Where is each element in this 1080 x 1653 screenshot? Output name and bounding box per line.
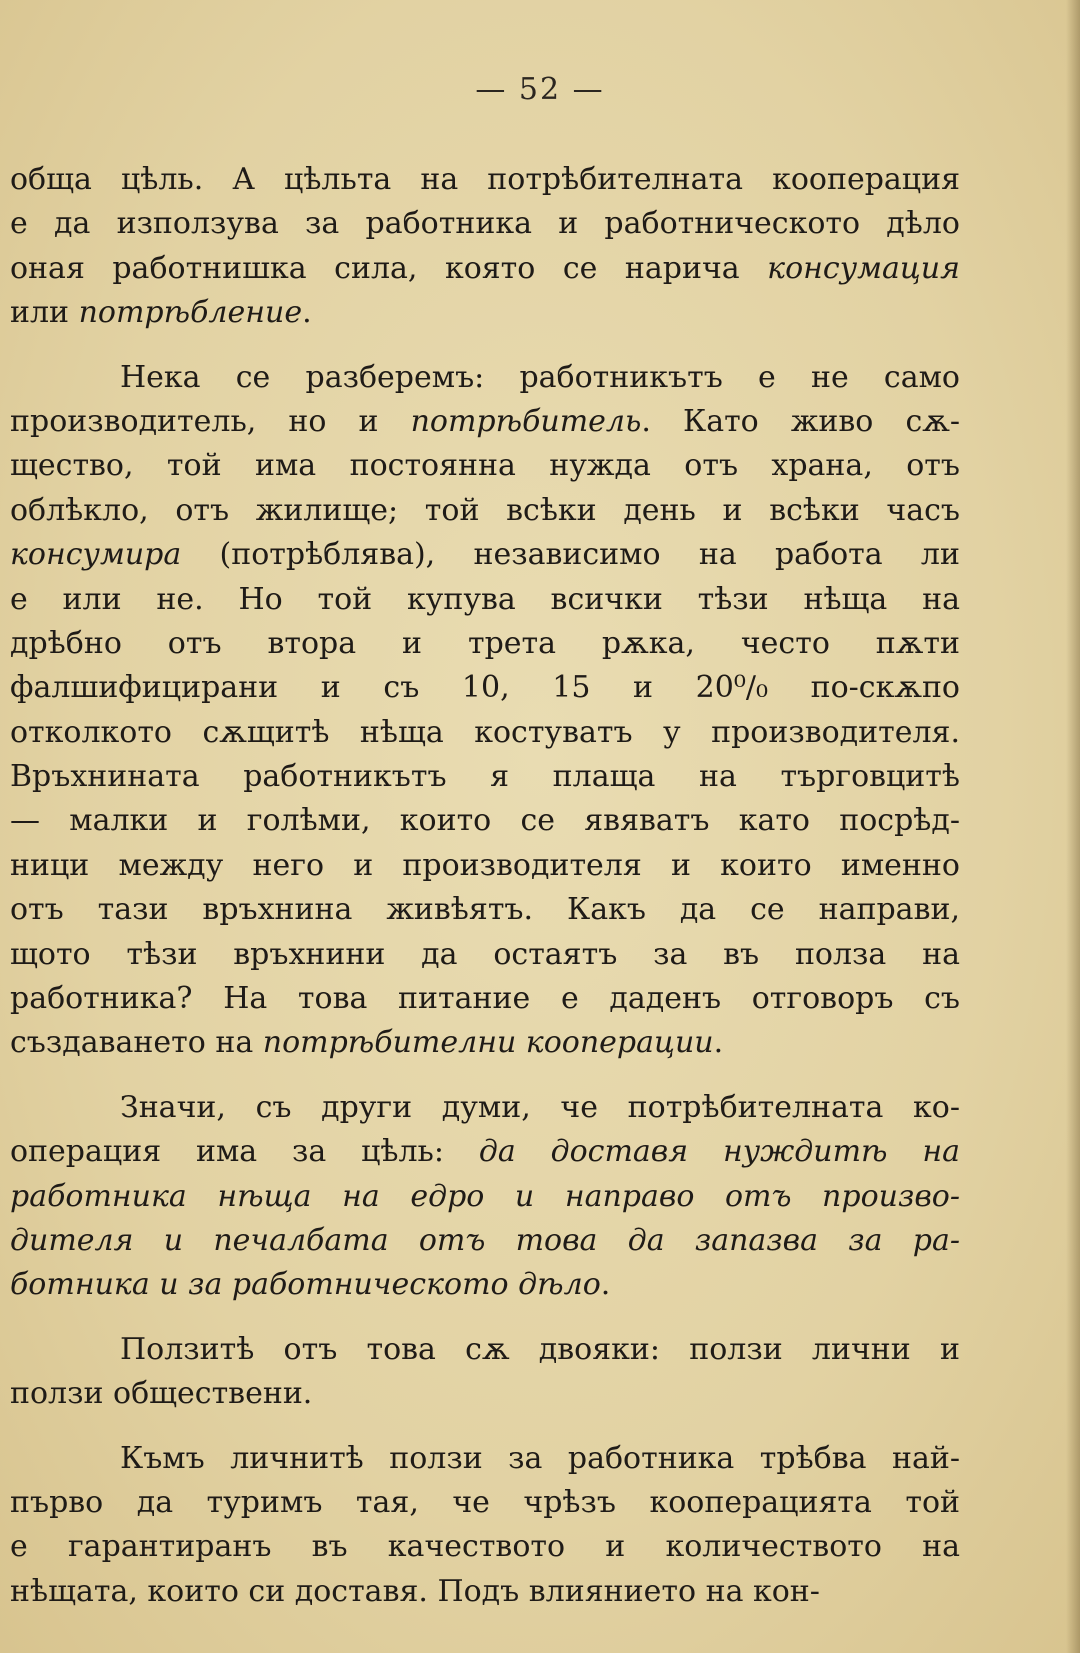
text-run: щото тѣзи връхнини да остаятъ за въ полза на [10,936,960,972]
text-line [10,844,960,888]
text-run: ници между него и производителя и които именно [10,847,960,883]
text-run: . [713,1025,724,1061]
text-line [10,1219,960,1263]
italic-text: ботника и за работническото дѣло [10,1267,601,1303]
text-run: е гарантиранъ въ качеството и количеството на [10,1529,960,1565]
text-run: . Като живо сѫ- [641,403,960,439]
text-run: или [10,295,79,331]
text-run: Ползитѣ отъ това сѫ двояки: ползи лични и [120,1331,960,1367]
text-run: фалшифицирани и съ 10, 15 и 20⁰/₀ по-скѫпо [10,670,960,706]
text-line [10,711,960,755]
text-line [10,1328,960,1372]
text-run: операция има за цѣль: [10,1134,479,1170]
italic-text: потрѣбителни кооперации [262,1025,714,1061]
text-run: е или не. Но той купува всички тѣзи нѣща на [10,581,960,617]
text-run: (потрѣблява), независимо на работа ли [181,537,960,573]
italic-text: консумация [767,250,960,286]
text-run: отколкото сѫщитѣ нѣща костуватъ у производителя. [10,714,960,750]
text-line [10,444,960,488]
text-line [10,933,960,977]
text-run: обща цѣль. А цѣльта на потрѣбителната кооперация [10,162,960,197]
italic-text: потрѣбитель [410,403,642,439]
text-line [10,1021,960,1065]
paragraph-gap [10,336,960,356]
text-line [10,1175,960,1219]
text-run: — малки и голѣми, които се явяватъ като посрѣд- [10,803,960,839]
italic-text: дителя и печалбата отъ това да запазва за ра- [10,1222,960,1258]
text-line [10,247,960,291]
text-run: Къмъ личнитѣ ползи за работника трѣбва най- [120,1440,960,1476]
paragraph-gap [10,1066,960,1086]
text-line [10,356,960,400]
text-line [10,1437,960,1481]
page-edge-shadow [1066,0,1080,1653]
italic-text: да доставя нуждитѣ на [478,1134,960,1170]
text-line [10,888,960,932]
text-run: Връхнината работникътъ я плаща на търговцитѣ [10,759,960,795]
italic-text: работника нѣща на едро и направо отъ произво- [10,1178,960,1214]
text-line [10,291,960,335]
text-line [10,533,960,577]
page-number: — 52 — [475,72,605,107]
text-run: нѣщата, които си доставя. Подъ влиянието на кон- [10,1573,820,1609]
text-line [10,755,960,799]
text-line [10,578,960,622]
body-text [10,158,960,1614]
text-run: работника? На това питание е даденъ отговоръ съ [10,981,960,1017]
text-line [10,489,960,533]
text-line [10,977,960,1021]
text-run: първо да туримъ тая, че чрѣзъ кооперацията той [10,1484,960,1520]
text-line [10,1130,960,1174]
text-line [10,1372,960,1416]
paragraph-gap [10,1308,960,1328]
text-run: е да използува за работника и работническото дѣло [10,206,960,242]
text-run: ползи обществени. [10,1376,313,1412]
text-run: дрѣбно отъ втора и трета рѫка, често пѫти [10,625,960,661]
text-run: създаването на [10,1025,263,1061]
paragraph-gap [10,1417,960,1437]
text-run: облѣкло, отъ жилище; той всѣки день и всѣки часъ [10,492,960,528]
italic-text: потрѣбление [78,295,303,331]
text-line [10,666,960,710]
text-line [10,1086,960,1130]
text-run: . [302,295,312,331]
text-line [10,1481,960,1525]
text-line [10,1525,960,1569]
text-line [10,1570,960,1614]
text-run: щество, той има постоянна нужда отъ храна, отъ [10,448,960,484]
text-run: Значи, съ други думи, че потрѣбителната ко- [120,1089,960,1125]
text-line [10,202,960,246]
text-line [10,622,960,666]
text-run: отъ тази връхнина живѣятъ. Какъ да се направи, [10,892,960,928]
italic-text: консумира [10,537,182,573]
text-run: оная работнишка сила, която се нарича [10,250,768,286]
text-run: Нека се разберемъ: работникътъ е не само [120,359,960,395]
text-line [10,1263,960,1307]
text-run: . [600,1267,611,1303]
text-line [10,400,960,444]
text-line [10,158,960,202]
text-line [10,799,960,843]
text-run: производитель, но и [10,403,411,439]
